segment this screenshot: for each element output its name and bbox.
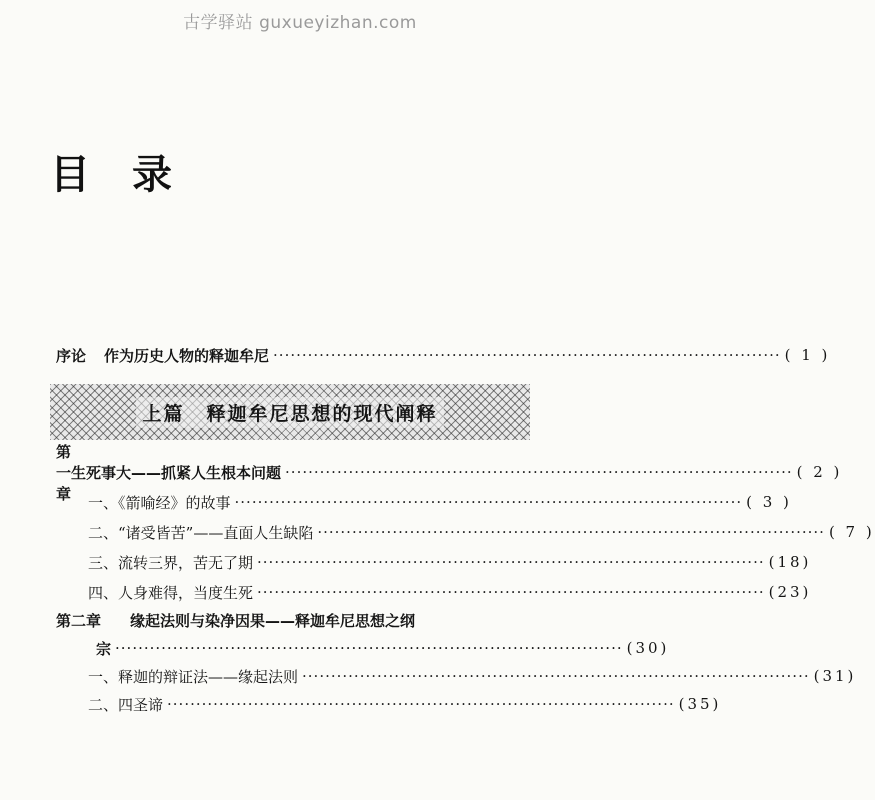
page-title: 目录 xyxy=(50,152,214,198)
section-title: 一、释迦的辩证法——缘起法则 xyxy=(88,667,299,686)
toc-entry-preface[interactable] xyxy=(0,341,831,369)
toc-entry-section[interactable] xyxy=(0,690,722,718)
toc-page-number: ( 7 ) xyxy=(828,523,875,541)
section-title: 三、流转三界，苦无了期 xyxy=(88,553,254,572)
part-title: 释迦牟尼思想的现代阐释 xyxy=(206,402,438,425)
toc-page-number: ( 1 ) xyxy=(784,346,831,364)
toc-preface-label: 序论 xyxy=(56,346,87,365)
chapter-number: 第二章 xyxy=(56,611,102,630)
leader-dots: ························································································ xyxy=(317,523,825,541)
toc-page-number: ( 2 ) xyxy=(796,463,843,481)
section-title: 四、人身难得，当度生死 xyxy=(88,583,254,602)
toc-entry-section[interactable] xyxy=(0,518,875,546)
leader-dots: ························································································ xyxy=(257,583,765,601)
chapter-number: 第一章 xyxy=(56,442,72,503)
toc-entry-section[interactable] xyxy=(0,662,857,690)
watermark: 古学驿站 guxueyizhan.com xyxy=(183,13,417,33)
leader-dots: ························································································ xyxy=(285,463,793,481)
leader-dots: ························································································ xyxy=(273,346,781,364)
section-title: 二、四圣谛 xyxy=(88,695,164,714)
toc-entry-section[interactable] xyxy=(0,548,812,576)
leader-dots: ························································································ xyxy=(115,639,623,657)
toc-entry-chapter-2-cont[interactable] xyxy=(96,634,670,662)
leader-dots: ························································································ xyxy=(234,493,743,511)
part-label: 上篇 xyxy=(142,402,185,425)
part-banner xyxy=(50,384,530,440)
toc-preface-title: 作为历史人物的释迦牟尼 xyxy=(104,346,270,365)
leader-dots: ························································································ xyxy=(257,553,765,571)
toc-page-number: ( 3 ) xyxy=(746,493,792,511)
chapter-title: 缘起法则与染净因果——释迦牟尼思想之纲 xyxy=(130,611,416,630)
toc-page-number: (31) xyxy=(813,667,857,685)
toc-page-number: (30) xyxy=(626,639,670,657)
section-title: 二、“诸受皆苦”——直面人生缺陷 xyxy=(88,523,314,542)
toc-page-number: (23) xyxy=(768,583,812,601)
chapter-title-continued: 宗 xyxy=(96,639,112,658)
toc-entry-chapter-2[interactable] xyxy=(0,606,600,634)
section-title: 一、《箭喻经》的故事 xyxy=(88,493,231,512)
leader-dots: ························································································ xyxy=(167,695,675,713)
toc-page-number: (18) xyxy=(768,553,812,571)
leader-dots: ························································································ xyxy=(302,667,810,685)
toc-page-number: (35) xyxy=(678,695,722,713)
toc-entry-section[interactable] xyxy=(0,578,812,606)
toc-entry-section[interactable] xyxy=(0,488,792,516)
chapter-title: 生死事大——抓紧人生根本问题 xyxy=(71,463,282,482)
